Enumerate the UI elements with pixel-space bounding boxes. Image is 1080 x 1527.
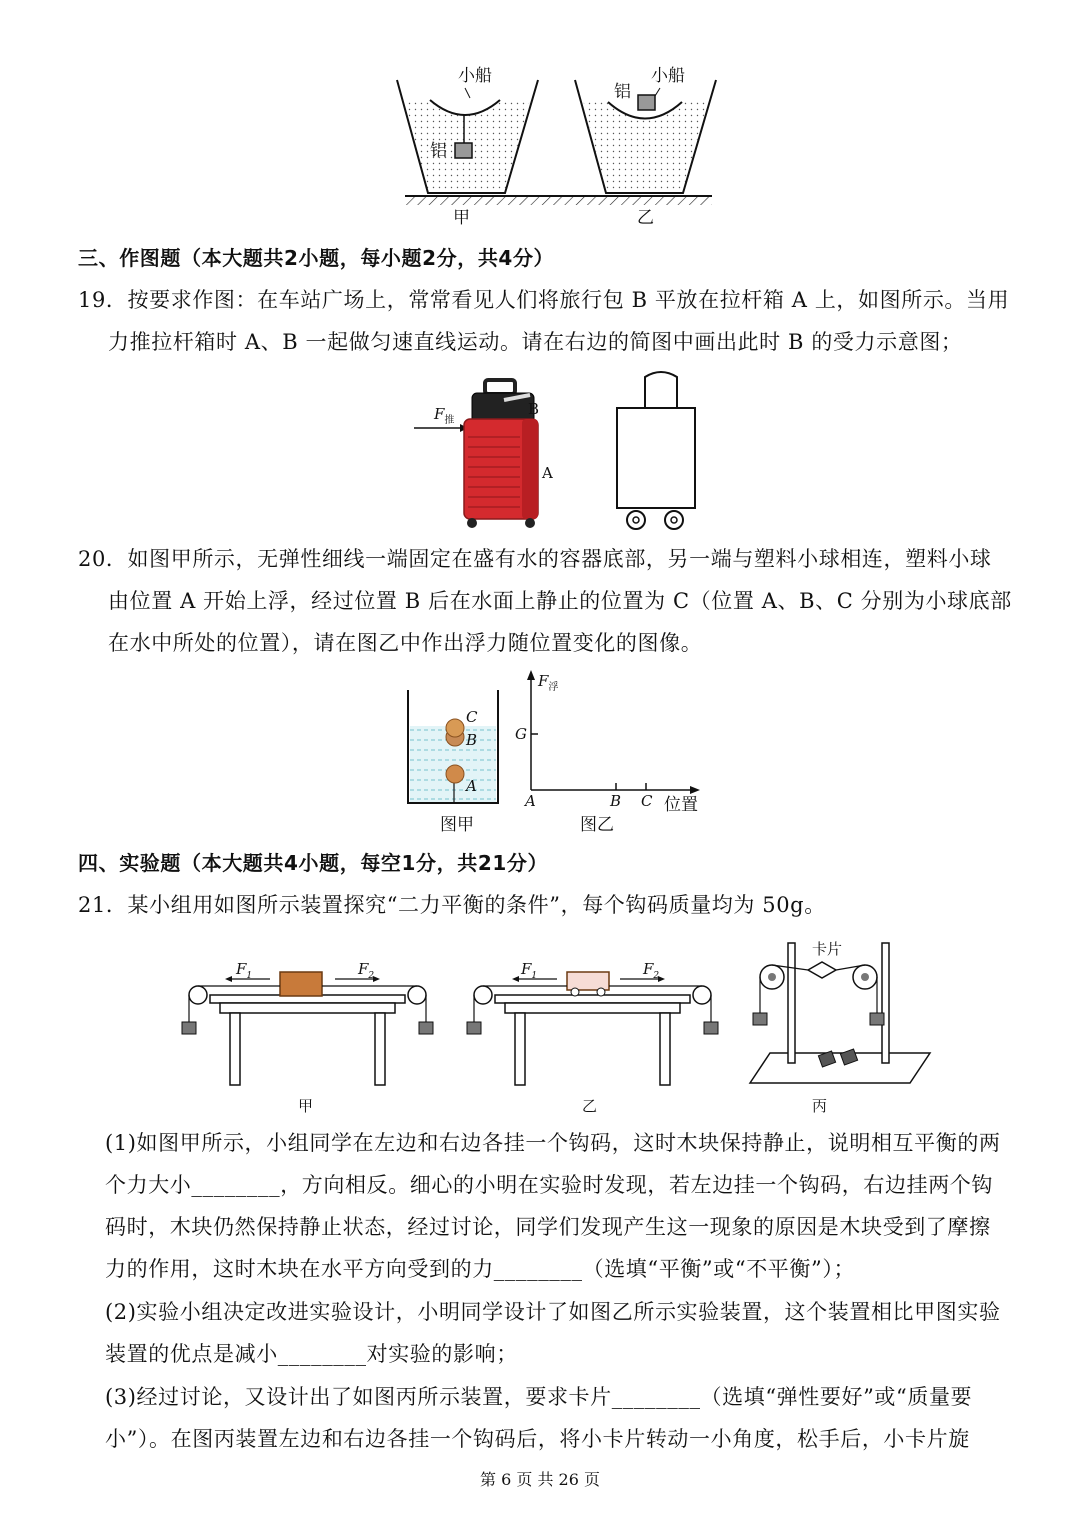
apparatus-bing	[750, 943, 930, 1083]
q21-p3-line-1: (3)经过讨论，又设计出了如图丙所示装置，要求卡片________（选填“弹性要好”或“质量要	[105, 1385, 973, 1409]
label-boat-left: 小船	[458, 66, 492, 86]
q21-p1-line-2: 个力大小________，方向相反。细心的小明在实验时发现，若左边挂一个钩码，右边挂两个钩	[105, 1173, 993, 1197]
graph-y-label: F	[538, 672, 549, 690]
fig-label-a: A	[466, 777, 477, 795]
luggage-sketch	[605, 365, 725, 535]
label-aluminum-right: 铝	[614, 82, 631, 102]
ball-c	[446, 719, 464, 737]
two-force-apparatus	[170, 935, 950, 1095]
q21-p1-line-1: (1)如图甲所示，小组同学在左边和右边各挂一个钩码，这时木块保持静止，说明相互平衡的两	[105, 1131, 1001, 1155]
boats-diagram	[0, 0, 1080, 240]
q21-intro: 21．某小组用如图所示装置探究“二力平衡的条件”，每个钩码质量均为 50g。	[78, 893, 826, 917]
jia-f2-sub: 2	[368, 971, 375, 981]
q21-p1-line-3: 码时，木块仍然保持静止状态，经过讨论，同学们发现产生这一现象的原因是木块受到了摩擦	[105, 1215, 991, 1239]
page-footer: 第 6 页 共 26 页	[480, 1470, 600, 1489]
aluminum-block-left	[455, 143, 472, 158]
apparatus-jia	[182, 972, 433, 1085]
yi-f1: F	[521, 960, 532, 978]
caption-app-bing: 丙	[812, 1097, 828, 1115]
fig-label-b: B	[466, 731, 478, 749]
q20-line-2: 由位置 A 开始上浮，经过位置 B 后在水面上静止的位置为 C（位置 A、B、C 分别为小球底部	[108, 589, 1012, 613]
label-boat-right: 小船	[651, 66, 685, 86]
q19-line-2: 力推拉杆箱时 A、B 一起做匀速直线运动。请在右边的简图中画出此时 B 的受力示意图；	[108, 330, 963, 354]
apparatus-yi	[467, 972, 718, 1085]
graph-x-b: B	[610, 792, 622, 810]
label-aluminum-left: 铝	[430, 141, 447, 161]
caption-yi: 乙	[637, 208, 654, 228]
section-4-heading: 四、实验题（本大题共4小题，每空1分，共21分）	[78, 851, 549, 875]
yi-f2-sub: 2	[653, 971, 660, 981]
yi-f2: F	[643, 960, 654, 978]
caption-fig-jia: 图甲	[440, 815, 474, 835]
aluminum-block-right	[638, 95, 655, 110]
jia-f1-sub: 1	[246, 971, 253, 981]
q21-p2-line-2: 装置的优点是减小________对实验的影响；	[105, 1342, 518, 1366]
graph-x-c: C	[641, 792, 653, 810]
force-push-label: F	[434, 405, 445, 423]
graph-x-a: A	[525, 792, 536, 810]
label-a-photo: A	[542, 464, 553, 482]
section-3-heading: 三、作图题（本大题共2小题，每小题2分，共4分）	[78, 246, 555, 270]
fig-label-c: C	[466, 708, 478, 726]
card-label: 卡片	[812, 940, 843, 958]
ball-a	[446, 765, 464, 783]
label-b-photo: B	[528, 400, 540, 418]
jia-f2: F	[358, 960, 369, 978]
caption-app-jia: 甲	[298, 1097, 314, 1115]
q21-p2-line-1: (2)实验小组决定改进实验设计，小明同学设计了如图乙所示实验装置，这个装置相比甲图实验	[105, 1300, 1001, 1324]
jia-f1: F	[236, 960, 247, 978]
ground-hatch	[405, 197, 712, 205]
caption-fig-yi: 图乙	[580, 815, 614, 835]
graph-y-sub: 浮	[548, 682, 559, 693]
q21-p1-line-4: 力的作用，这时木块在水平方向受到的力________（选填“平衡”或“不平衡”）；	[105, 1257, 856, 1281]
graph-x-label: 位置	[664, 795, 698, 815]
caption-app-yi: 乙	[582, 1097, 598, 1115]
graph-g-label: G	[515, 725, 527, 743]
q19-line-1: 19．按要求作图：在车站广场上，常常看见人们将旅行包 B 平放在拉杆箱 A 上，如图所示。当用	[78, 288, 1010, 312]
q20-line-3: 在水中所处的位置），请在图乙中作出浮力随位置变化的图像。	[108, 631, 703, 655]
force-push-sub: 推	[444, 415, 455, 426]
caption-jia: 甲	[453, 208, 470, 228]
yi-f1-sub: 1	[531, 971, 538, 981]
q21-p3-line-2: 小”）。在图丙装置左边和右边各挂一个钩码后，将小卡片转动一小角度，松手后，小卡片旋	[105, 1427, 970, 1451]
q20-line-1: 20．如图甲所示，无弹性细线一端固定在盛有水的容器底部，另一端与塑料小球相连，塑料小球	[78, 547, 992, 571]
